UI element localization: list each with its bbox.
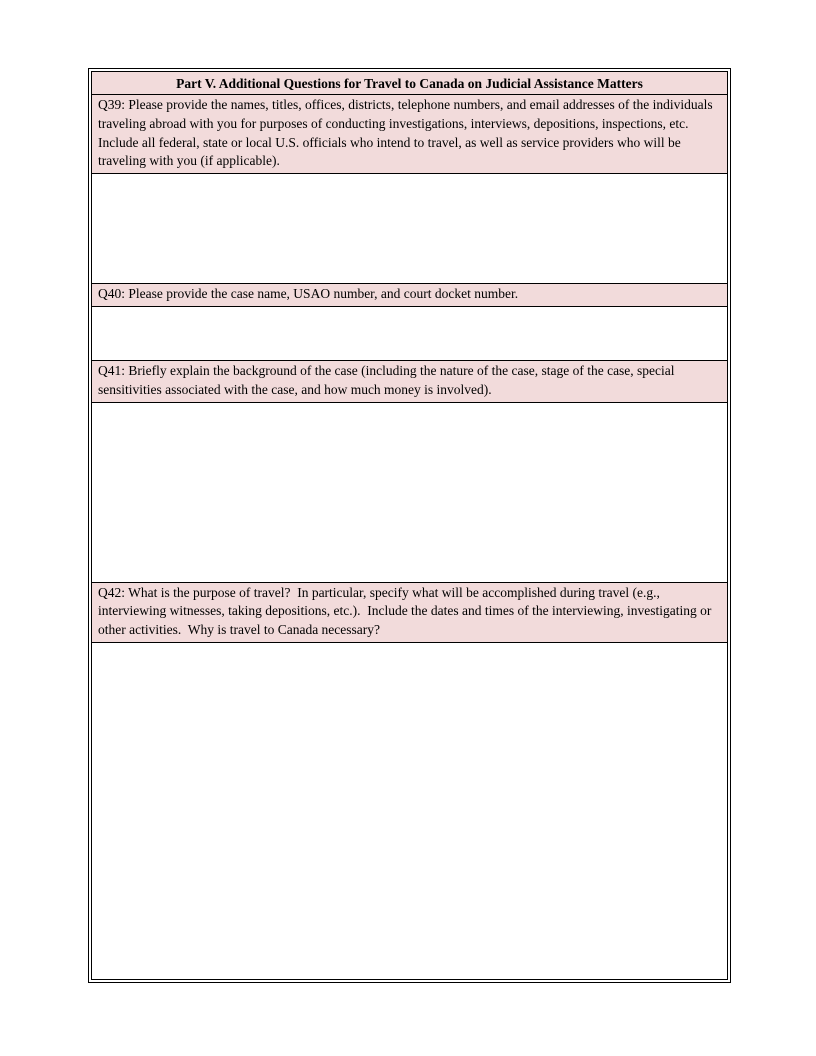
question-q39-text: Q39: Please provide the names, titles, offices, districts, telephone numbers, and email addresses of the individuals traveling abroad with you for purposes of conducting investigations, interviews, depositions, inspections, etc. Include all federal, state or local U.S. officials who intend to travel, as well as service providers who will be traveling with you (if applicable). bbox=[92, 95, 727, 174]
question-q41-answer-area[interactable] bbox=[92, 403, 727, 583]
question-q40-answer-area[interactable] bbox=[92, 307, 727, 361]
judicial-assistance-form-table bbox=[88, 68, 731, 983]
part-v-title: Part V. Additional Questions for Travel to Canada on Judicial Assistance Matters bbox=[92, 72, 727, 95]
question-q42-answer-area[interactable] bbox=[92, 643, 727, 979]
form-table-inner bbox=[91, 71, 728, 980]
question-q39-answer-area[interactable] bbox=[92, 174, 727, 284]
question-q40-text: Q40: Please provide the case name, USAO number, and court docket number. bbox=[92, 284, 727, 307]
question-q41-text: Q41: Briefly explain the background of the case (including the nature of the case, stage of the case, special sensitivities associated with the case, and how much money is involved). bbox=[92, 361, 727, 403]
question-q42-text: Q42: What is the purpose of travel? In particular, specify what will be accomplished during travel (e.g., interviewing witnesses, taking depositions, etc.). Include the dates and times of the interviewing, investigating or other activities. Why is travel to Canada necessary? bbox=[92, 583, 727, 643]
